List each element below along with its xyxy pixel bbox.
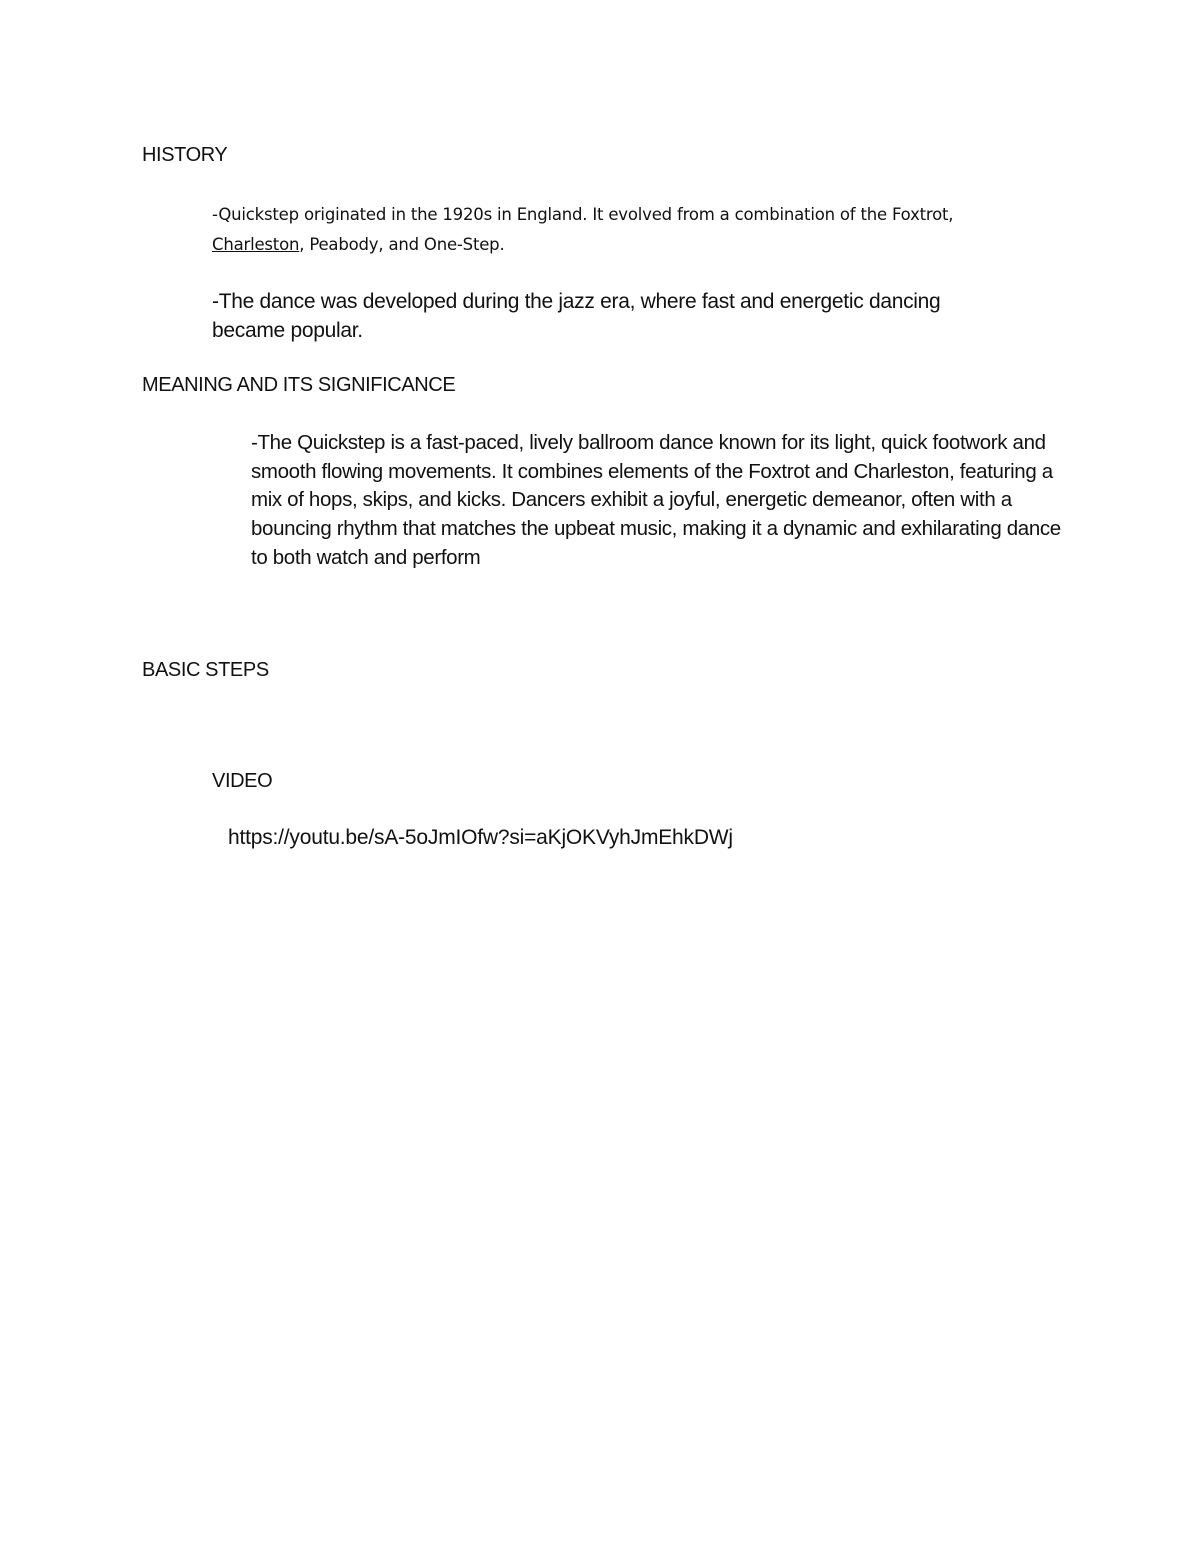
history-origin-text-end: , Peabody, and One-Step. (299, 235, 505, 254)
history-paragraph-origin (212, 200, 972, 260)
video-label: VIDEO (212, 770, 273, 792)
basic-steps-heading: BASIC STEPS (142, 659, 269, 681)
history-heading: HISTORY (142, 144, 228, 166)
history-origin-text-start: -Quickstep originated in the 1920s in England. It evolved from a combination of the Foxtrot, (212, 205, 954, 224)
history-paragraph-jazz-era: -The dance was developed during the jazz era, where fast and energetic dancing became popular. (212, 290, 941, 342)
meaning-paragraph: -The Quickstep is a fast-paced, lively ballroom dance known for its light, quick footwork and smooth flowing movements. It combines elements of the Foxtrot and Charleston, featuring a mix of hops, skips, and kicks. Dancers exhibit a joyful, energetic demeanor, often with a bouncing rhythm that matches the upbeat music, making it a dynamic and exhilarating dance to both watch and perform (251, 431, 1061, 569)
video-url-link[interactable]: https://youtu.be/sA-5oJmIOfw?si=aKjOKVyhJmEhkDWj (228, 826, 733, 849)
meaning-heading: MEANING AND ITS SIGNIFICANCE (142, 374, 456, 396)
charleston-link[interactable]: Charleston (212, 235, 300, 254)
